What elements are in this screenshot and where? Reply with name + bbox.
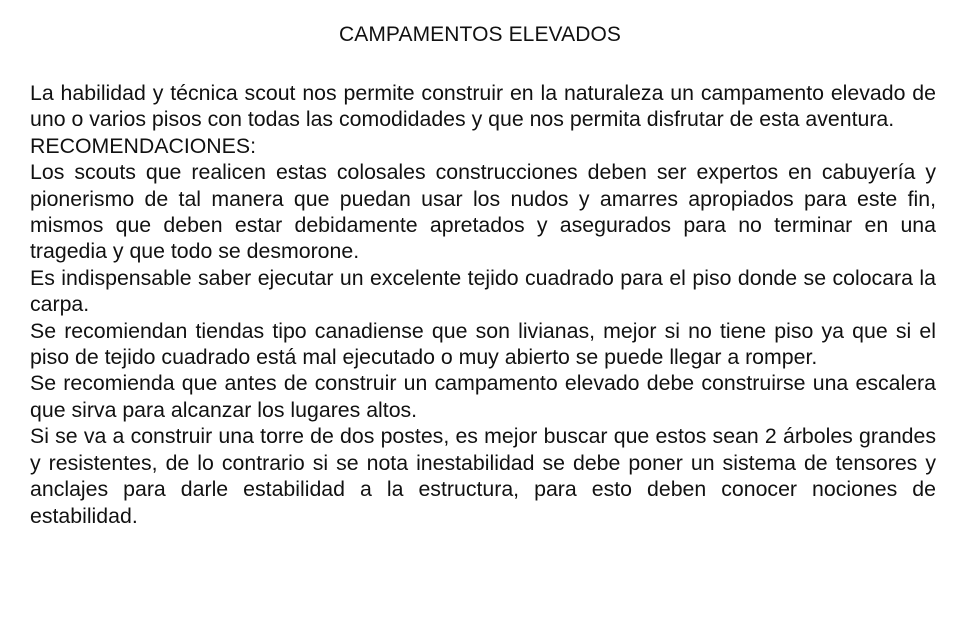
- document-title: CAMPAMENTOS ELEVADOS: [338, 23, 622, 46]
- recommendation-paragraph: Se recomiendan tiendas tipo canadiense que son livianas, mejor si no tiene piso ya que si el piso de tejido cuadrado está mal ejecutado o muy abierto se puede llegar a romper.: [30, 318, 936, 370]
- intro-paragraph: La habilidad y técnica scout nos permite construir en la naturaleza un campamento elevado de uno o varios pisos con todas las comodidades y que nos permita disfrutar de esta aventura.: [30, 81, 936, 132]
- recommendation-paragraph: Es indispensable saber ejecutar un excelente tejido cuadrado para el piso donde se colocara la carpa.: [30, 265, 936, 317]
- recommendation-paragraph: Si se va a construir una torre de dos postes, es mejor buscar que estos sean 2 árboles grandes y resistentes, de lo contrario si se nota inestabilidad se debe poner un sistema de tensores y anclajes para darle estabilidad a la estructura, para esto deben conocer nociones de estabilidad.: [30, 424, 936, 528]
- document-body: [30, 80, 936, 529]
- recommendation-paragraph: Se recomienda que antes de construir un campamento elevado debe construirse una escalera que sirva para alcanzar los lugares altos.: [30, 371, 936, 422]
- section-heading: RECOMENDACIONES:: [30, 133, 257, 158]
- recommendation-paragraph: Los scouts que realicen estas colosales construcciones deben ser expertos en cabuyería y pionerismo de tal manera que puedan usar los nudos y amarres apropiados para este fin, mismos que deben estar debidamente apretados y asegurados para no terminar en una tragedia y que todo se desmorone.: [30, 160, 936, 264]
